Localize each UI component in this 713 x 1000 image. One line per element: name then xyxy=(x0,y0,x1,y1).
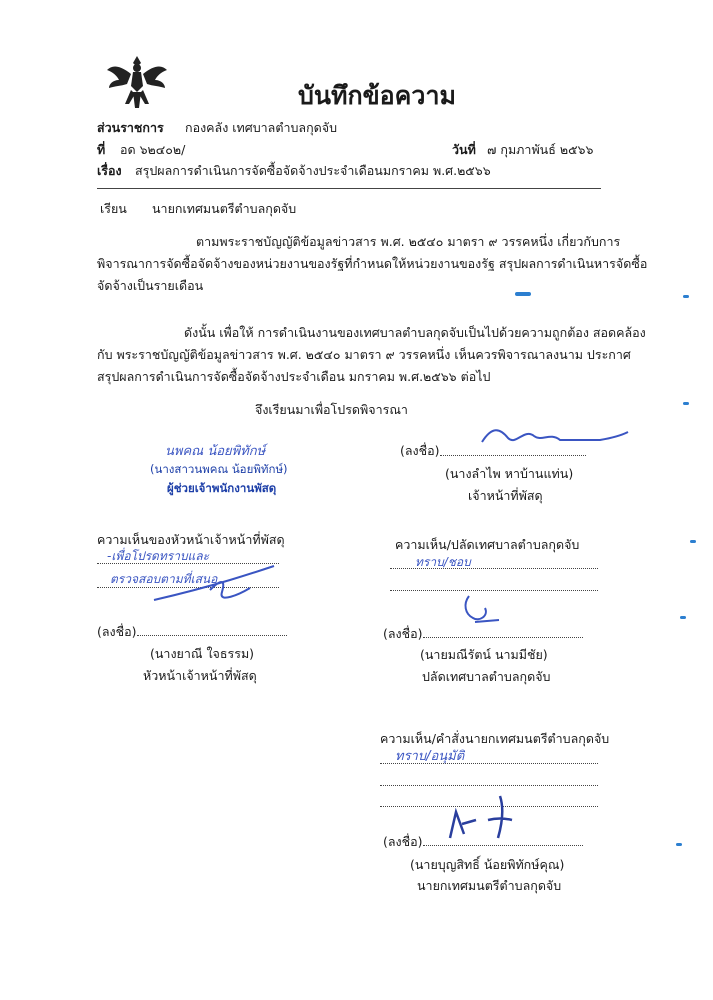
mayor-note: ทราบ/อนุมัติ xyxy=(395,749,465,764)
clerk-note: ทราบ/ชอบ xyxy=(415,555,471,569)
paragraph-1-line-3: จัดจ้างเป็นรายเดือน xyxy=(97,278,204,293)
head-signature-icon xyxy=(150,560,280,610)
ink-mark xyxy=(680,616,686,619)
ink-mark xyxy=(690,540,696,543)
document-number-label: ที่ xyxy=(97,142,106,157)
head-note-1: -เพื่อโปรดทราบและ xyxy=(107,549,210,563)
head-note-2: ตรวจสอบตามที่เสนอ xyxy=(110,572,218,586)
clerk-sign-label: (ลงชื่อ) xyxy=(383,626,423,641)
clerk-signature-icon xyxy=(455,590,505,630)
clerk-position: ปลัดเทศบาลตำบลกุดจับ xyxy=(422,669,551,684)
salutation-value: นายกเทศมนตรีตำบลกุดจับ xyxy=(152,201,297,216)
stamp-name: (นางสาวนพคณ น้อยพิทักษ์) xyxy=(150,462,288,476)
clerk-sign-line xyxy=(423,637,583,638)
ink-mark xyxy=(515,292,531,296)
head-name: (นางยาณี ใจธรรม) xyxy=(150,646,255,661)
mayor-signature-icon xyxy=(440,790,530,845)
officer-name: (นางลำไพ หาบ้านแท่น) xyxy=(445,466,574,481)
head-sign-label: (ลงชื่อ) xyxy=(97,624,137,639)
date-label: วันที่ xyxy=(452,142,476,157)
paragraph-1-line-1: ตามพระราชบัญญัติข้อมูลข่าวสาร พ.ศ. ๒๕๔๐ มาตรา ๙ วรรคหนึ่ง เกี่ยวกับการ xyxy=(196,234,621,249)
salutation-label: เรียน xyxy=(100,201,127,216)
stamp-position: ผู้ช่วยเจ้าพนักงานพัสดุ xyxy=(167,481,277,495)
officer-position: เจ้าหน้าที่พัสดุ xyxy=(468,488,543,503)
mayor-sign-label: (ลงชื่อ) xyxy=(383,834,423,849)
head-sign-line xyxy=(137,635,287,636)
clerk-opinion-label: ความเห็น/ปลัดเทศบาลตำบลกุดจับ xyxy=(395,537,580,552)
subject-value: สรุปผลการดำเนินการจัดซื้อจัดจ้างประจำเดือนมกราคม พ.ศ.๒๕๖๖ xyxy=(135,163,491,178)
clerk-note-line-1 xyxy=(390,568,598,569)
mayor-sign-line xyxy=(423,845,583,846)
document-number-value: อด ๖๒๔๐๒/ xyxy=(120,142,186,157)
paragraph-1-line-2: พิจารณาการจัดซื้อจัดจ้างของหน่วยงานของรัฐที่กำหนดให้หน่วยงานของรัฐ สรุปผลการดำเนินหารจัดซื้อ xyxy=(97,256,648,271)
memo-title: บันทึกข้อความ xyxy=(298,81,456,110)
officer-sign-label: (ลงชื่อ) xyxy=(400,443,440,458)
header-divider xyxy=(97,188,601,189)
department-label: ส่วนราชการ xyxy=(97,120,164,135)
head-position: หัวหน้าเจ้าหน้าที่พัสดุ xyxy=(143,668,257,683)
garuda-emblem-icon xyxy=(105,52,169,112)
officer-signature-icon xyxy=(480,420,630,460)
mayor-note-line-1 xyxy=(380,763,598,764)
mayor-name: (นายบุญสิทธิ์ น้อยพิทักษ์คุณ) xyxy=(410,857,565,872)
ink-mark xyxy=(683,295,689,298)
paragraph-2-line-1: ดังนั้น เพื่อให้ การดำเนินงานของเทศบาลตำบลกุดจับเป็นไปด้วยความถูกต้อง สอดคล้อง xyxy=(184,325,646,340)
subject-label: เรื่อง xyxy=(97,163,122,178)
closing-text: จึงเรียนมาเพื่อโปรดพิจารณา xyxy=(255,402,408,417)
paragraph-2-line-3: สรุปผลการดำเนินการจัดซื้อจัดจ้างประจำเดือน มกราคม พ.ศ.๒๕๖๖ ต่อไป xyxy=(97,369,491,384)
date-value: ๗ กุมภาพันธ์ ๒๕๖๖ xyxy=(487,142,594,157)
ink-mark xyxy=(676,843,682,846)
clerk-name: (นายมณีรัตน์ นามมีชัย) xyxy=(420,647,548,662)
department-value: กองคลัง เทศบาลตำบลกุดจับ xyxy=(185,120,338,135)
stamp-handwritten-name: นพคณ น้อยพิทักษ์ xyxy=(165,444,266,459)
head-opinion-label: ความเห็นของหัวหน้าเจ้าหน้าที่พัสดุ xyxy=(97,532,285,547)
ink-mark xyxy=(683,402,689,405)
mayor-note-line-2 xyxy=(380,785,598,786)
mayor-position: นายกเทศมนตรีตำบลกุดจับ xyxy=(417,878,562,893)
mayor-opinion-label: ความเห็น/คำสั่งนายกเทศมนตรีตำบลกุดจับ xyxy=(380,731,610,746)
paragraph-2-line-2: กับ พระราชบัญญัติข้อมูลข่าวสาร พ.ศ. ๒๕๔๐ มาตรา ๙ วรรคหนึ่ง เห็นควรพิจารณาลงนาม ประกาศ xyxy=(97,347,631,362)
